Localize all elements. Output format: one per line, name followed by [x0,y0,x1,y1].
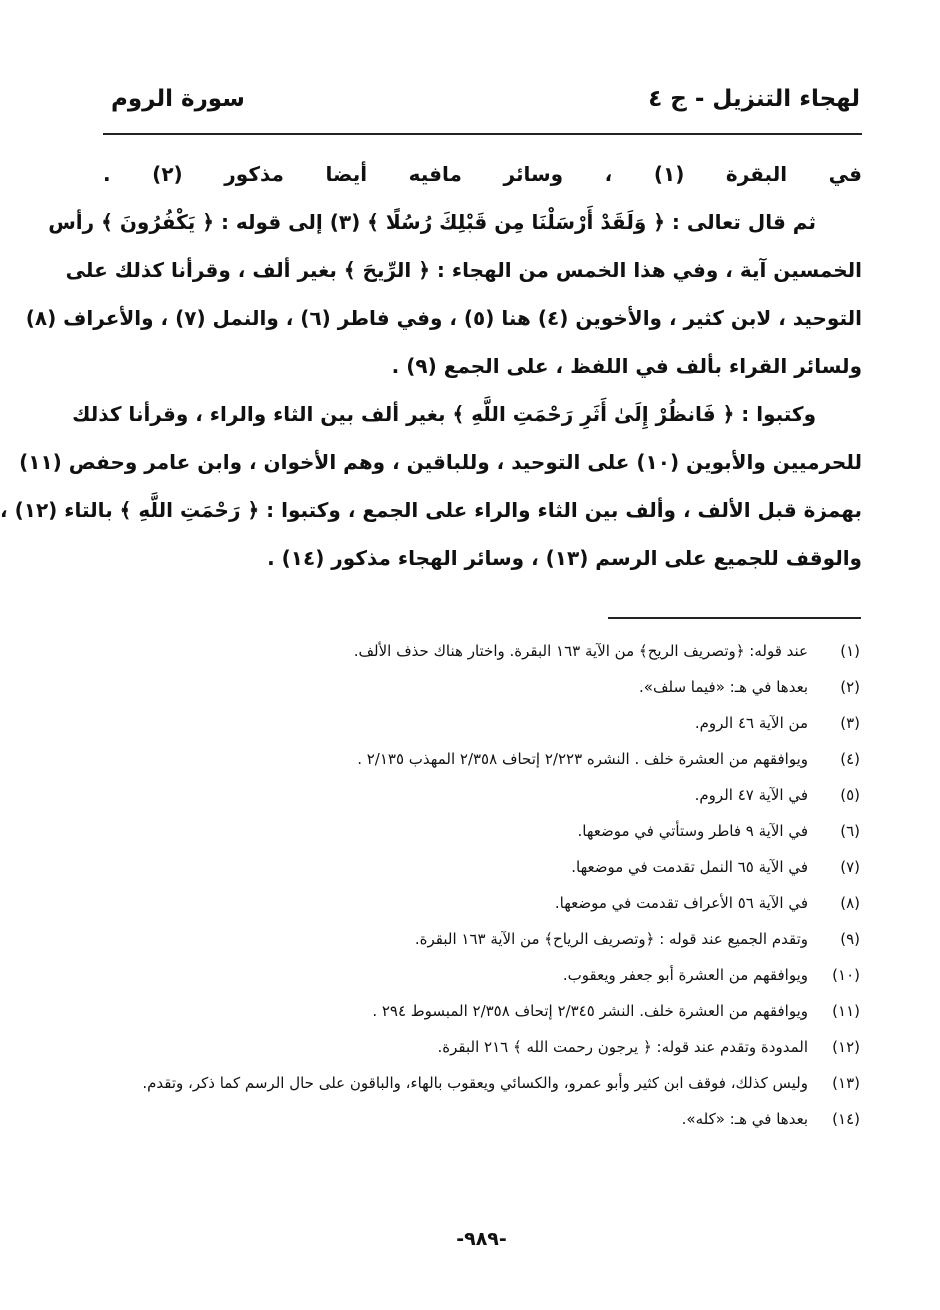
footnote-text: ويوافقهم من العشرة خلف . النشره ٢/٢٢٣ إتحاف ٢/٣٥٨ المهذب ٢/١٣٥ . [357,750,808,768]
text-line: والوقف للجميع على الرسم (١٣) ، وسائر الهجاء مذكور (١٤) . [267,546,862,570]
footnote-text: بعدها في هـ: «كله». [681,1110,808,1128]
footnote-text: عند قوله: ﴿وتصريف الريح﴾ من الآية ١٦٣ البقرة. واختار هناك حذف الألف. [353,642,808,660]
footnote-text: ويوافقهم من العشرة أبو جعفر ويعقوب. [562,966,808,984]
footnote-number: (٩) [840,930,860,948]
text-line: ثم قال تعالى : ﴿ وَلَقَدْ أَرْسَلْنَا مِن قَبْلِكَ رُسُلًا ﴾ (٣) إلى قوله : ﴿ يَكْفُرُونَ ﴾ رأس [48,210,816,234]
footnote-text: في الآية ٥٦ الأعراف تقدمت في موضعها. [554,894,808,912]
footnote-number: (٤) [840,750,860,768]
running-header [111,86,860,126]
footnote [101,849,860,885]
footnote-number: (٢) [840,678,860,696]
footnote-number: (١٠) [832,966,860,984]
footnote-number: (١١) [832,1002,860,1020]
footnote-number: (٧) [840,858,860,876]
footnote [101,1065,860,1101]
surah-name: سورة الروم [111,86,245,112]
footnote-number: (٥) [840,786,860,804]
footnote [101,885,860,921]
footnote-number: (٣) [840,714,860,732]
text-line: في البقرة (١) ، وسائر مافيه أيضا مذكور (٢) . [103,162,862,186]
footnote-text: ويوافقهم من العشرة خلف. النشر ٢/٣٤٥ إتحاف ٢/٣٥٨ المبسوط ٢٩٤ . [372,1002,808,1020]
text-line: ولسائر القراء بألف في اللفظ ، على الجمع (٩) . [391,354,862,378]
footnote-number: (١) [840,642,860,660]
page-number: -٩٨٩- [456,1228,507,1250]
text-line: وكتبوا : ﴿ فَانظُرْ إِلَىٰ أَثَرِ رَحْمَتِ اللَّهِ ﴾ بغير ألف بين الثاء والراء ، وقرأنا كذلك [72,402,816,426]
book-title: لهجاء التنزيل - ج ٤ [648,86,860,112]
footnote-separator [608,617,861,619]
footnote-number: (٦) [840,822,860,840]
text-line: الخمسين آية ، وفي هذا الخمس من الهجاء : ﴿ الرِّيحَ ﴾ بغير ألف ، وقرأنا كذلك على [65,258,862,282]
footnote [101,813,860,849]
footnote [101,777,860,813]
footnote-number: (١٤) [832,1110,860,1128]
footnote [101,633,860,669]
footnote-text: وتقدم الجميع عند قوله : ﴿وتصريف الرياح﴾ من الآية ١٦٣ البقرة. [414,930,808,948]
header-rule [103,133,862,135]
main-text [0,150,862,582]
footnote [101,669,860,705]
footnote-text: المدودة وتقدم عند قوله: ﴿ يرجون رحمت الله ﴾ ٢١٦ البقرة. [437,1038,808,1056]
footnote-text: في الآية ٤٧ الروم. [694,786,808,804]
footnote-text: بعدها في هـ: «فيما سلف». [639,678,808,696]
text-line: بهمزة قبل الألف ، وألف بين الثاء والراء على الجمع ، وكتبوا : ﴿ رَحْمَتِ اللَّهِ ﴾ بالتاء (١٢) ، [0,498,862,522]
footnote-text: في الآية ٩ فاطر وستأتي في موضعها. [577,822,808,840]
text-line: التوحيد ، لابن كثير ، والأخوين (٤) هنا (٥) ، وفي فاطر (٦) ، والنمل (٧) ، والأعراف (٨) [25,306,862,330]
footnote [101,705,860,741]
footnote-number: (١٢) [832,1038,860,1056]
footnote [101,993,860,1029]
footnote-text: وليس كذلك، فوقف ابن كثير وأبو عمرو، والكسائي ويعقوب بالهاء، والباقون على حال الرسم كما ذكر، وتقدم. [142,1074,808,1092]
footnote-number: (٨) [840,894,860,912]
footnote [101,921,860,957]
footnotes [101,633,860,1137]
footnote-number: (١٣) [832,1074,860,1092]
footnote [101,1029,860,1065]
footnote [101,957,860,993]
text-line: للحرميين والأبوين (١٠) على التوحيد ، وللباقين ، وهم الأخوان ، وابن عامر وحفص (١١) [19,450,862,474]
footnote-text: في الآية ٦٥ النمل تقدمت في موضعها. [571,858,808,876]
footnote [101,1101,860,1137]
footnote-text: من الآية ٤٦ الروم. [694,714,808,732]
footnote [101,741,860,777]
